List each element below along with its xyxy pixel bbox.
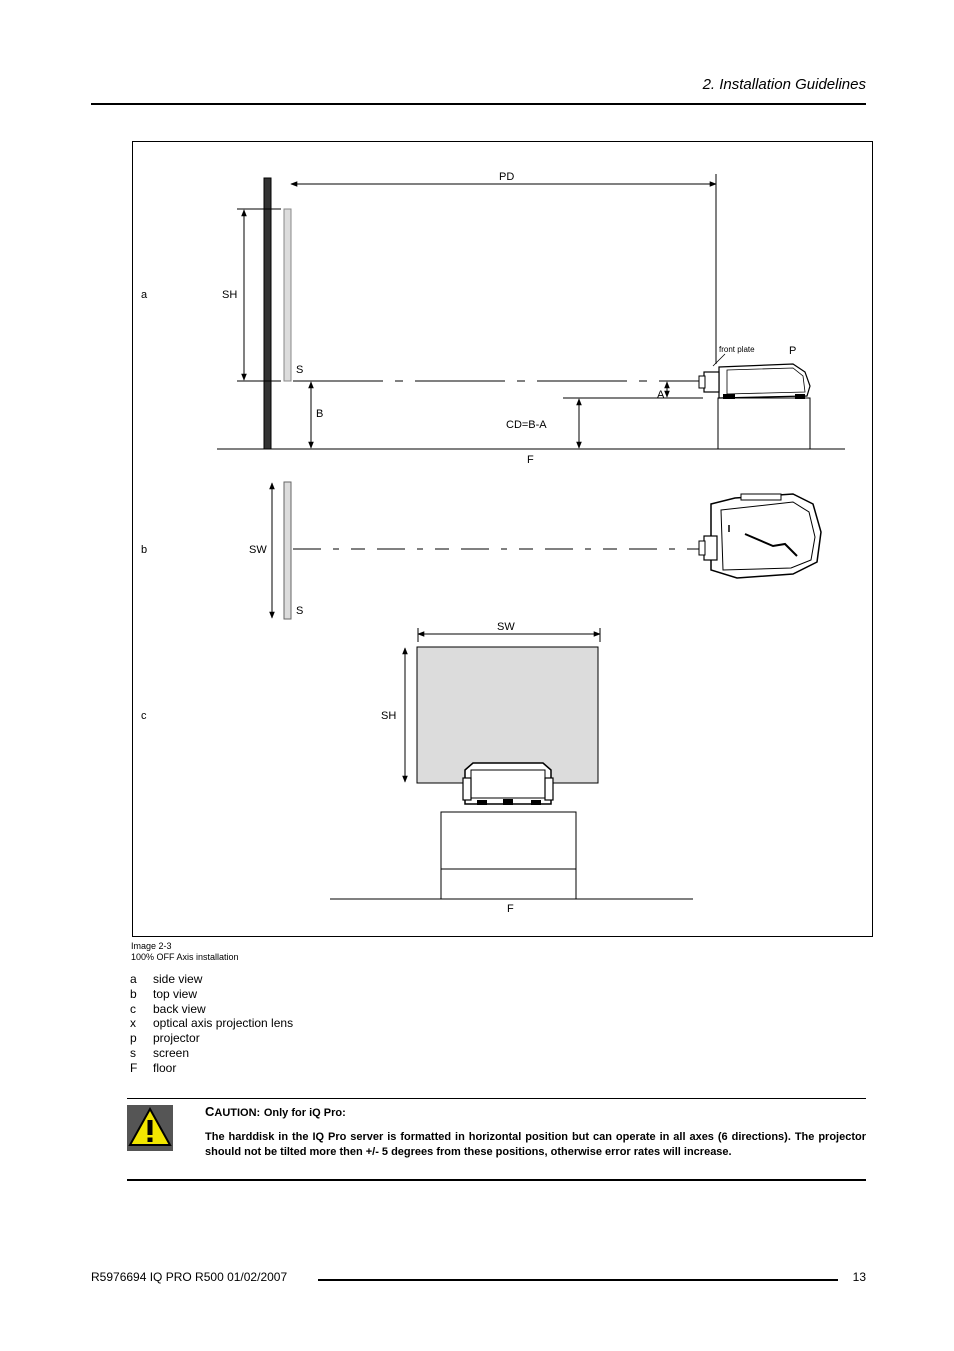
legend-key: c	[130, 1001, 136, 1016]
footer-rule	[318, 1279, 838, 1281]
legend-text: projector	[153, 1031, 200, 1046]
screen-top	[284, 482, 291, 619]
caution-label-initial: C	[205, 1104, 215, 1119]
caption-title: 100% OFF Axis installation	[131, 952, 239, 962]
legend-key: p	[130, 1031, 137, 1046]
legend-item	[130, 1002, 293, 1017]
legend-item	[130, 1031, 293, 1046]
legend-item	[130, 1016, 293, 1031]
sw-back-label: SW	[497, 621, 515, 633]
legend-key: a	[130, 972, 137, 986]
installation-diagram	[133, 142, 874, 938]
sh-back-label: SH	[381, 710, 397, 722]
legend-item	[130, 1046, 293, 1061]
projector-stand	[441, 812, 576, 899]
f-label-c: F	[507, 903, 514, 915]
legend-text: top view	[153, 986, 198, 1001]
legend-key: F	[130, 1060, 138, 1075]
projector-top-icon	[699, 494, 821, 578]
row-a-label: a	[141, 289, 148, 301]
warning-triangle-icon	[127, 1105, 173, 1151]
row-c-label: c	[141, 710, 147, 722]
caution-subject: Only for iQ Pro:	[263, 1107, 346, 1119]
page-header-title: 2. Installation Guidelines	[702, 76, 866, 93]
p-label: P	[789, 345, 797, 357]
legend-list	[130, 972, 293, 1076]
cd-label: CD=B-A	[506, 419, 547, 431]
legend-text: optical axis projection lens	[153, 1016, 294, 1031]
f-label-a: F	[527, 454, 534, 466]
footer-reference: R5976694 IQ PRO R500 01/02/2007	[91, 1270, 288, 1284]
b-label: B	[316, 408, 324, 420]
header-rule	[91, 103, 866, 105]
legend-text: floor	[153, 1060, 177, 1075]
screen-side	[284, 209, 291, 381]
legend-key: b	[130, 986, 137, 1001]
sw-top-label: SW	[249, 544, 267, 556]
wall	[264, 178, 271, 449]
pd-label: PD	[499, 171, 515, 183]
legend-text: back view	[153, 1001, 206, 1016]
legend-key: x	[130, 1016, 136, 1031]
front-plate-label: front plate	[719, 345, 755, 354]
legend-item	[130, 987, 293, 1002]
projector-side-icon	[699, 364, 810, 449]
caution-label-rest: AUTION:	[214, 1107, 261, 1119]
legend-item	[130, 1061, 293, 1076]
legend-key: s	[130, 1045, 136, 1060]
sh-side-label: SH	[222, 289, 238, 301]
s-side-label: S	[296, 364, 304, 376]
legend-item	[130, 972, 293, 987]
figure-frame	[132, 141, 873, 937]
figure-caption	[131, 941, 239, 963]
caution-top-rule	[127, 1098, 866, 1099]
row-b-label: b	[141, 544, 148, 556]
projector-back-icon	[463, 763, 553, 805]
legend-text: side view	[153, 972, 203, 986]
legend-text: screen	[153, 1045, 190, 1060]
caution-body: The harddisk in the IQ Pro server is formatted in horizontal position but can operate in all axes (6 directions). The projector should not be tilted more then +/- 5 degrees from these positions, otherwise error rates will increase.	[205, 1131, 866, 1158]
s-top-label: S	[296, 605, 304, 617]
caution-bottom-rule	[127, 1179, 866, 1181]
a-dim-label: A	[657, 389, 665, 401]
page-number: 13	[852, 1270, 866, 1284]
caption-number: Image 2-3	[131, 941, 172, 951]
caution-title	[205, 1104, 346, 1119]
